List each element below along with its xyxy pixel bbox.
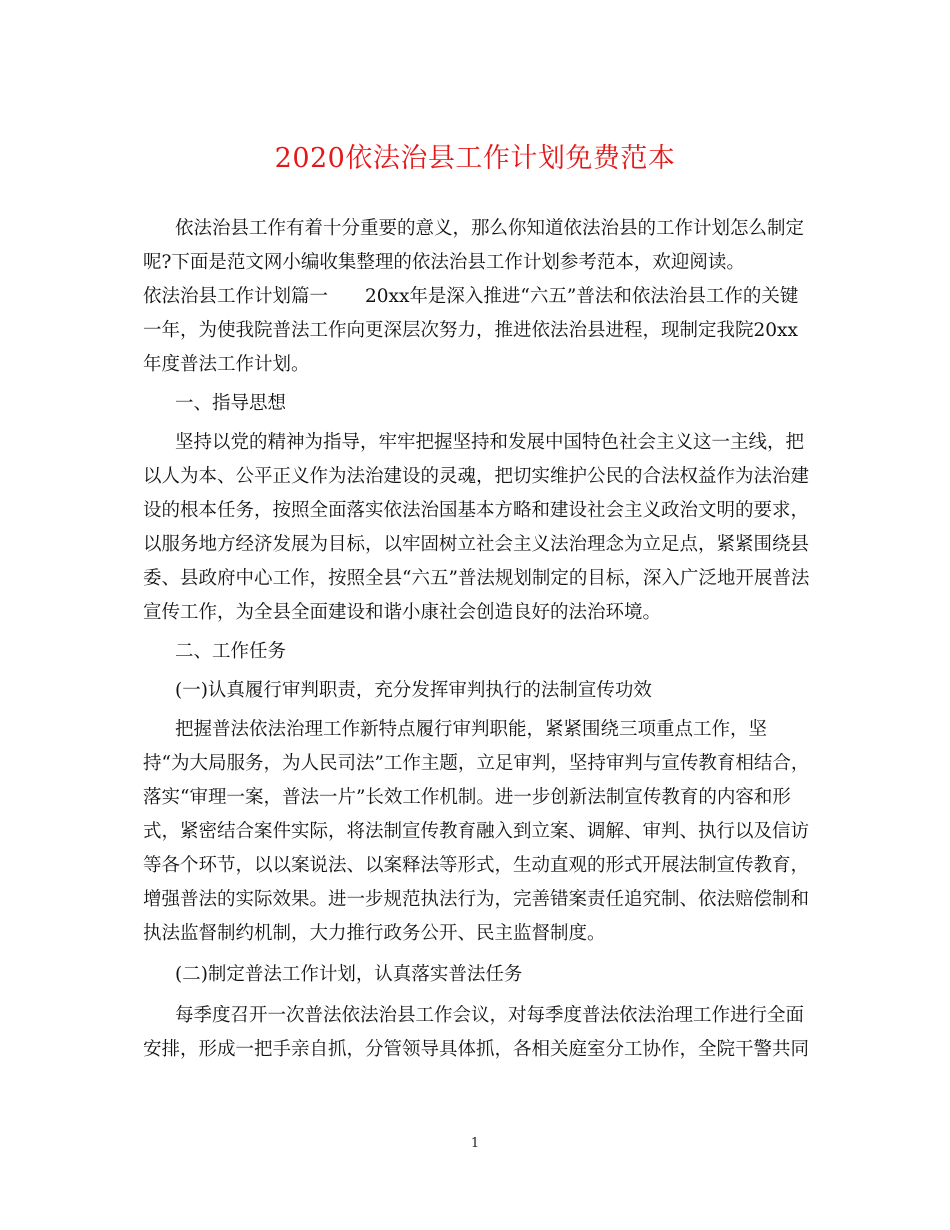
text-line: 坚持以党的精神为指导，牢牢把握坚持和发展中国特色社会主义这一主线，把	[175, 432, 805, 453]
subsection-heading: (一)认真履行审判职责，充分发挥审判执行的法制宣传功效	[175, 680, 652, 701]
text-line: 依法治县工作计划篇一 20xx年是深入推进“六五”普法和依法治县工作的关键	[143, 286, 799, 307]
subsection-heading: (二)制定普法工作计划，认真落实普法任务	[175, 964, 523, 985]
page-number: 1	[470, 1136, 480, 1151]
text-line: 式，紧密结合案件实际，将法制宣传教育融入到立案、调解、审判、执行以及信访	[143, 821, 810, 842]
text-line: 依法治县工作有着十分重要的意义，那么你知道依法治县的工作计划怎么制定	[175, 218, 805, 239]
text-line: 宣传工作，为全县全面建设和谐小康社会创造良好的法治环境。	[143, 602, 662, 623]
text-line: 执法监督制约机制，大力推行政务公开、民主监督制度。	[143, 923, 606, 944]
text-line: 每季度召开一次普法依法治县工作会议，对每季度普法依法治理工作进行全面	[175, 1005, 805, 1026]
text-line: 增强普法的实际效果。进一步规范执法行为，完善错案责任追究制、依法赔偿制和	[143, 889, 810, 910]
text-line: 一年，为使我院普法工作向更深层次努力，推进依法治县进程，现制定我院20xx	[143, 320, 798, 341]
text-line: 以服务地方经济发展为目标，以牢固树立社会主义法治理念为立足点，紧紧围绕县	[143, 534, 810, 555]
document-title: 2020依法治县工作计划免费范本	[274, 143, 676, 174]
document-body	[143, 212, 815, 1067]
text-line: 安排，形成一把手亲自抓，分管领导具体抓，各相关庭室分工协作，全院干警共同	[143, 1039, 810, 1060]
text-line: 设的根本任务，按照全面落实依法治国基本方略和建设社会主义政治文明的要求，	[143, 500, 810, 521]
text-line: 把握普法依法治理工作新特点履行审判职能，紧紧围绕三项重点工作，坚	[175, 719, 768, 740]
text-line: 年度普法工作计划。	[143, 354, 310, 375]
text-line: 以人为本、公平正义作为法治建设的灵魂，把切实维护公民的合法权益作为法治建	[143, 466, 810, 487]
text-line: 呢?下面是范文网小编收集整理的依法治县工作计划参考范本，欢迎阅读。	[143, 252, 745, 273]
section-heading: 一、指导思想	[175, 393, 287, 414]
section-heading: 二、工作任务	[175, 641, 287, 662]
text-line: 落实“审理一案，普法一片”长效工作机制。进一步创新法制宣传教育的内容和形	[143, 787, 791, 808]
text-line: 持“为大局服务，为人民司法”工作主题，立足审判，坚持审判与宣传教育相结合，	[143, 753, 810, 774]
text-line: 委、县政府中心工作，按照全县“六五”普法规划制定的目标，深入广泛地开展普法	[143, 568, 810, 589]
text-line: 等各个环节，以以案说法、以案释法等形式，生动直观的形式开展法制宣传教育，	[143, 855, 810, 876]
